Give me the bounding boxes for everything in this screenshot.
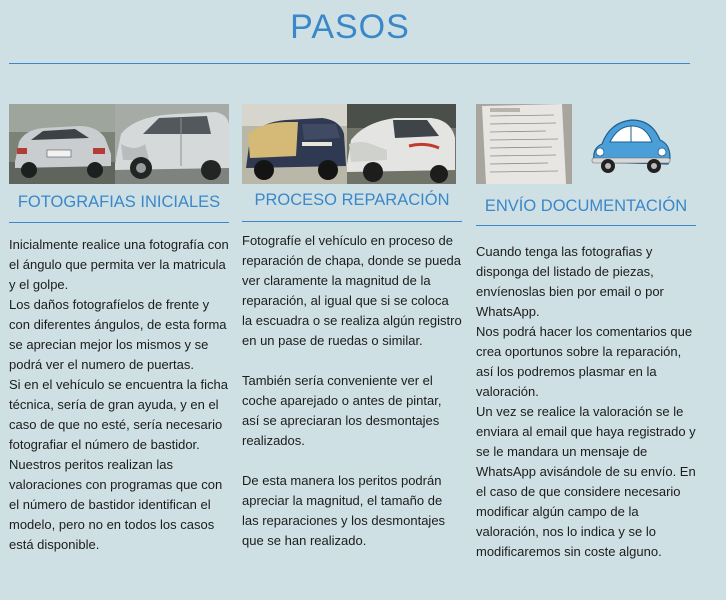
step-description: [242, 231, 462, 551]
step-heading: PROCESO REPARACIÓN: [254, 191, 450, 209]
step-paragraph: Cuando tenga las fotografias y disponga del listado de piezas, envíenoslas bien por email o por WhatsApp.: [476, 244, 664, 319]
step-send-documentation: [476, 104, 696, 562]
page-title: PASOS: [290, 8, 410, 46]
step-divider: [9, 222, 229, 223]
step-paragraph: También sería conveniente ver el coche aparejado o antes de pintar, así se apreciaran los desmontajes realizados.: [242, 373, 442, 448]
step-paragraph: Fotografíe el vehículo en proceso de reparación de chapa, donde se pueda ver claramente la magnitud de la reparación, al igual que si se coloca la escuadra o se realiza algún registro en un pase de ruedas o similar.: [242, 233, 462, 348]
damaged-car-rear-photo: [9, 104, 115, 184]
step-initial-photos: [9, 104, 229, 555]
step-repair-process: [242, 104, 462, 551]
step-paragraph: Los daños fotografíelos de frente y con diferentes ángulos, de esta forma se aprecian mejor los mismos y se podrá ver el numero de puertas.: [9, 297, 227, 372]
step-paragraph: Inicialmente realice una fotografía con el ángulo que permita ver la matricula y el golpe.: [9, 237, 229, 292]
step-photos: [9, 104, 229, 184]
step-paragraph: Nuestros peritos realizan las valoraciones con programas que con el número de bastidor identifican el modelo, pero no en todos los casos está disponible.: [9, 457, 223, 552]
step-photos: [476, 104, 696, 184]
step-paragraph: Si en el vehículo se encuentra la ficha técnica, sería de gran ayuda, y en el caso de que no esté, sería necesario fotografiar el número de bastidor.: [9, 377, 228, 452]
step-heading: FOTOGRAFIAS INICIALES: [17, 193, 221, 211]
car-repaired-front-photo: [347, 104, 456, 184]
step-paragraph: De esta manera los peritos podrán apreciar la magnitud, el tamaño de las reparaciones y los desmontajes que se han realizado.: [242, 473, 446, 548]
step-divider: [476, 225, 696, 226]
step-description: [9, 235, 229, 555]
step-paragraph: Nos podrá hacer los comentarios que crea oportunos sobre la reparación, así los podremos plasmar en la valoración.: [476, 324, 693, 399]
step-description: [476, 242, 696, 562]
beetle-car-icon: [588, 104, 674, 184]
step-divider: [242, 221, 462, 222]
car-in-paint-prep-photo: [242, 104, 347, 184]
damaged-car-side-photo: [115, 104, 229, 184]
step-photos: [242, 104, 462, 184]
step-heading: ENVÍO DOCUMENTACIÓN: [484, 197, 688, 215]
title-divider: [9, 63, 690, 64]
step-paragraph: Un vez se realice la valoración se le enviara al email que haya registrado y se le mandara un mensaje de WhatsApp avisándole de su envío. En el caso de que considere necesario modificar algún campo de la valoración, nos lo indica y se lo modificaremos sin coste alguno.: [476, 404, 696, 559]
document-photo: [476, 104, 572, 184]
